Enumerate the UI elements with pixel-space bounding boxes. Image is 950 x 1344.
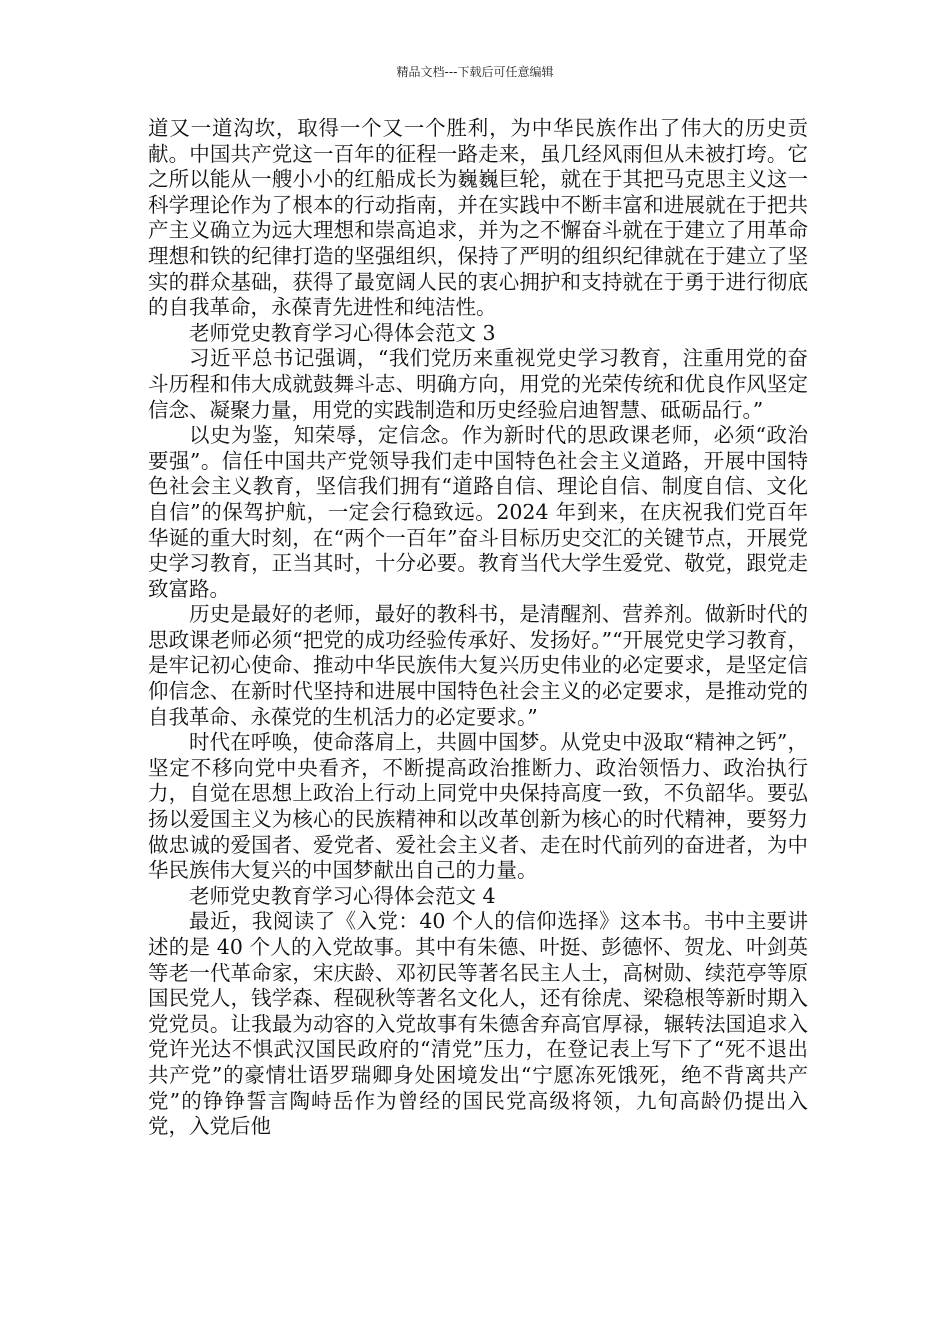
paragraph: 最近，我阅读了《入党：40 个人的信仰选择》这本书。书中主要讲述的是 40 个人的入党故事。其中有朱德、叶挺、彭德怀、贺龙、叶剑英等老一代革命家，宋庆龄、邓初民等著名民主人士，高树勋、续范亭等原国民党人，钱学森、程砚秋等著名文化人，还有徐虎、梁稳根等新时期入党党员。让我最为动容的入党故事有朱德舍弃高官厚禄，辗转法国追求入党许光达不惧武汉国民政府的“清党”压力，在登记表上写下了“死不退出共产党”的豪情壮语罗瑞卿身处困境发出“宁愿冻死饿死，绝不背离共产党”的铮铮誓言陶峙岳作为曾经的国民党高级将领，九旬高龄仍提出入党，入党后他 [148,909,808,1139]
paragraph: 以史为鉴，知荣辱，定信念。作为新时代的思政课老师，必须“政治要强”。信任中国共产党领导我们走中国特色社会主义道路，开展中国特色社会主义教育，坚信我们拥有“道路自信、理论自信、制度自信、文化自信”的保驾护航，一定会行稳致远。2024 年到来，在庆祝我们党百年华诞的重大时刻，在“两个一百年”奋斗目标历史交汇的关键节点，开展党史学习教育，正当其时，十分必要。教育当代大学生爱党、敬党，跟党走致富路。 [148,423,808,601]
paragraph: 历史是最好的老师，最好的教科书，是清醒剂、营养剂。做新时代的思政课老师必须“把党的成功经验传承好、发扬好。”“开展党史学习教育，是牢记初心使命、推动中华民族伟大复兴历史伟业的必定要求，是坚定信仰信念、在新时代坚持和进展中国特色社会主义的必定要求，是推动党的自我革命、永葆党的生机活力的必定要求。” [148,602,808,729]
paragraph: 习近平总书记强调，“我们党历来重视党史学习教育，注重用党的奋斗历程和伟大成就鼓舞斗志、明确方向，用党的光荣传统和优良作风坚定信念、凝聚力量，用党的实践制造和历史经验启迪智慧、砥砺品行。” [148,346,808,422]
paragraph: 时代在呼唤，使命落肩上，共圆中国梦。从党史中汲取“精神之钙”，坚定不移向党中央看齐，不断提高政治推断力、政治领悟力、政治执行力，自觉在思想上政治上行动上同党中央保持高度一致，不负韶华。要弘扬以爱国主义为核心的民族精神和以改革创新为核心的时代精神，要努力做忠诚的爱国者、爱党者、爱社会主义者、走在时代前列的奋进者，为中华民族伟大复兴的中国梦献出自己的力量。 [148,730,808,883]
section-heading-4: 老师党史教育学习心得体会范文 4 [189,883,496,908]
document-body [148,116,808,1140]
section-heading-3: 老师党史教育学习心得体会范文 3 [189,320,496,345]
paragraph-continued: 道又一道沟坎，取得一个又一个胜利，为中华民族作出了伟大的历史贡献。中国共产党这一百年的征程一路走来，虽几经风雨但从未被打垮。它之所以能从一艘小小的红船成长为巍巍巨轮，就在于其把马克思主义这一科学理论作为了根本的行动指南，并在实践中不断丰富和进展就在于把共产主义确立为远大理想和崇高追求，并为之不懈奋斗就在于建立了用革命理想和铁的纪律打造的坚强组织，保持了严明的组织纪律就在于建立了坚实的群众基础，获得了最宽阔人民的衷心拥护和支持就在于勇于进行彻底的自我革命，永葆青先进性和纯洁性。 [148,116,808,320]
page-header: 精品文档---下载后可任意编辑 [396,65,554,79]
